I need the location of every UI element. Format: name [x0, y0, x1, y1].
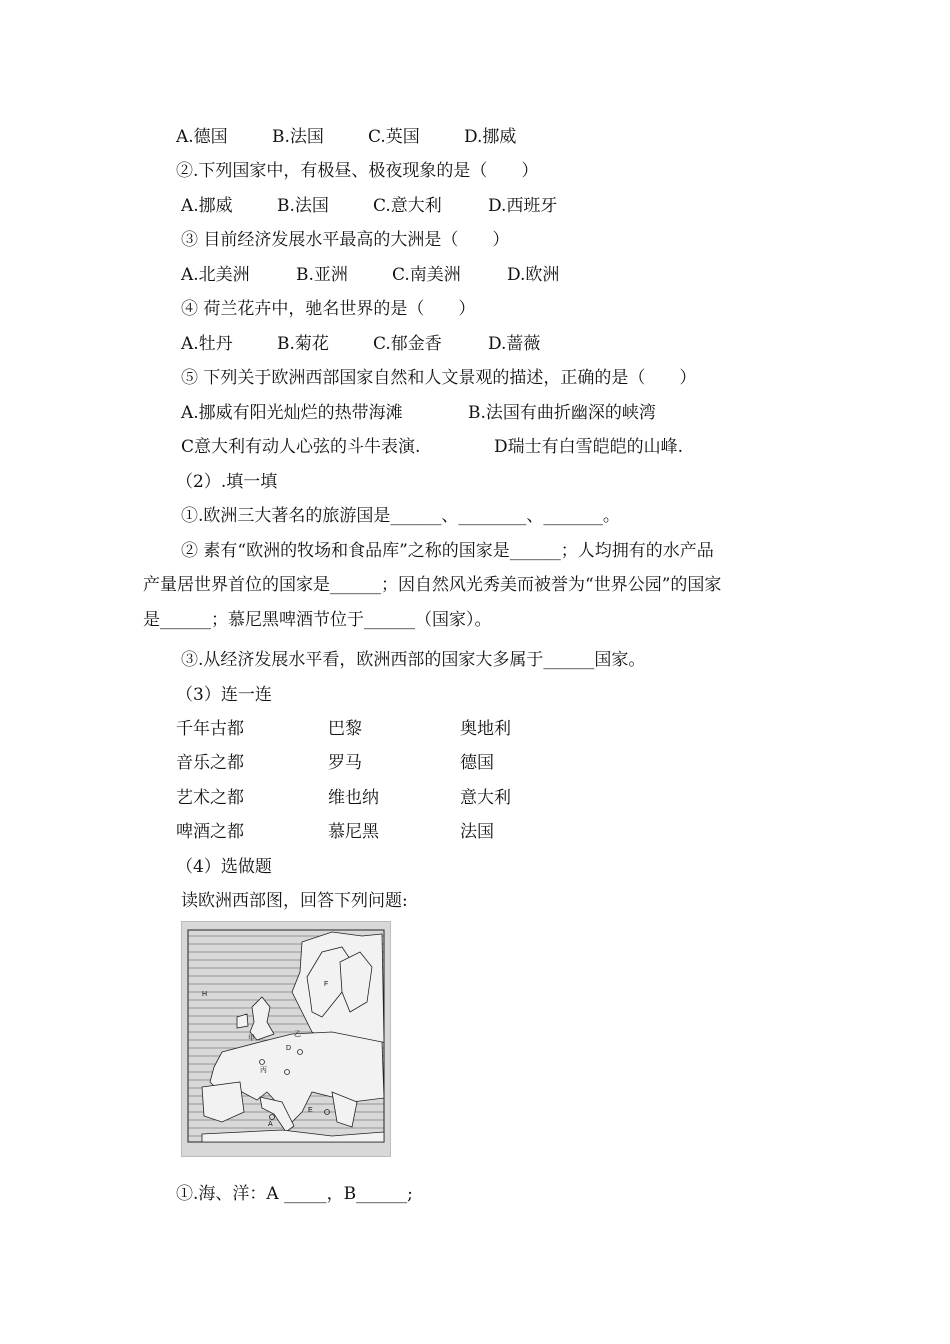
option-b: B.菊花	[277, 334, 329, 354]
western-europe-map	[181, 921, 391, 1157]
match-row	[0, 821, 600, 843]
map-label-e: E	[308, 1107, 313, 1114]
fill-line-3: 产量居世界首位的国家是______；因自然风光秀美而被誉为“世界公园”的国家	[143, 575, 722, 595]
match-row	[0, 752, 600, 774]
option-d: D瑞士有白雪皑皑的山峰.	[494, 437, 684, 457]
match-nickname: 艺术之都	[176, 788, 244, 808]
q2-text: ②.下列国家中，有极昼、极夜现象的是（ ）	[176, 161, 539, 181]
map-label-jia: 甲	[248, 1035, 255, 1042]
option-a: A.牡丹	[181, 334, 233, 354]
q5-text: ⑤ 下列关于欧洲西部国家自然和人文景观的描述，正确的是（ ）	[181, 368, 697, 388]
match-country: 法国	[460, 822, 494, 842]
optional-prompt: 读欧洲西部图，回答下列问题:	[181, 891, 408, 911]
fill-line-4: 是______；慕尼黑啤酒节位于______（国家）。	[143, 610, 492, 630]
fill-line-2: ② 素有“欧洲的牧场和食品库”之称的国家是______；人均拥有的水产品	[181, 541, 714, 561]
match-city: 慕尼黑	[328, 822, 379, 842]
option-d: D.蔷薇	[488, 334, 541, 354]
option-b: B.法国有曲折幽深的峡湾	[468, 403, 656, 423]
match-country: 意大利	[460, 788, 511, 808]
match-city: 维也纳	[328, 788, 379, 808]
option-b: B.法国	[277, 196, 329, 216]
q3-text: ③ 目前经济发展水平最高的大洲是（ ）	[181, 230, 510, 250]
map-label-f: F	[324, 981, 329, 988]
option-c: C.英国	[368, 127, 420, 147]
optional-heading: （4）选做题	[176, 857, 272, 877]
match-country: 奥地利	[460, 719, 511, 739]
map-label-d: D	[286, 1045, 292, 1052]
match-country: 德国	[460, 753, 494, 773]
match-nickname: 音乐之都	[176, 753, 244, 773]
map-label-yi: 乙	[294, 1031, 301, 1038]
map-label-bing: 丙	[260, 1067, 267, 1074]
option-a: A.挪威	[181, 196, 233, 216]
option-d: D.欧洲	[507, 265, 560, 285]
match-row	[0, 787, 600, 809]
option-a: A.德国	[176, 127, 228, 147]
option-d: D.西班牙	[488, 196, 558, 216]
fill-line-5: ③.从经济发展水平看，欧洲西部的国家大多属于______国家。	[181, 650, 646, 670]
map-drawing	[182, 922, 390, 1156]
match-city: 巴黎	[328, 719, 362, 739]
match-city: 罗马	[328, 753, 362, 773]
option-a: A.挪威有阳光灿烂的热带海滩	[181, 403, 403, 423]
option-c: C.南美洲	[392, 265, 461, 285]
match-heading: （3）连一连	[176, 685, 272, 705]
map-label-a: A	[268, 1121, 273, 1128]
option-b: B.法国	[272, 127, 324, 147]
option-c: C.意大利	[373, 196, 442, 216]
match-nickname: 千年古都	[176, 719, 244, 739]
fill-line-1: ①.欧洲三大著名的旅游国是______、________、_______。	[181, 506, 620, 526]
match-row	[0, 718, 600, 740]
fill-heading: （2）.填一填	[176, 472, 278, 492]
q4-text: ④ 荷兰花卉中，驰名世界的是（ ）	[181, 299, 476, 319]
option-c: C意大利有动人心弦的斗牛表演.	[181, 437, 421, 457]
match-nickname: 啤酒之都	[176, 822, 244, 842]
option-c: C.郁金香	[373, 334, 442, 354]
option-d: D.挪威	[464, 127, 517, 147]
map-label-h: H	[202, 991, 208, 998]
option-b: B.亚洲	[296, 265, 348, 285]
option-a: A.北美洲	[181, 265, 250, 285]
optional-q1: ①.海、洋：A _____，B______;	[176, 1184, 413, 1204]
